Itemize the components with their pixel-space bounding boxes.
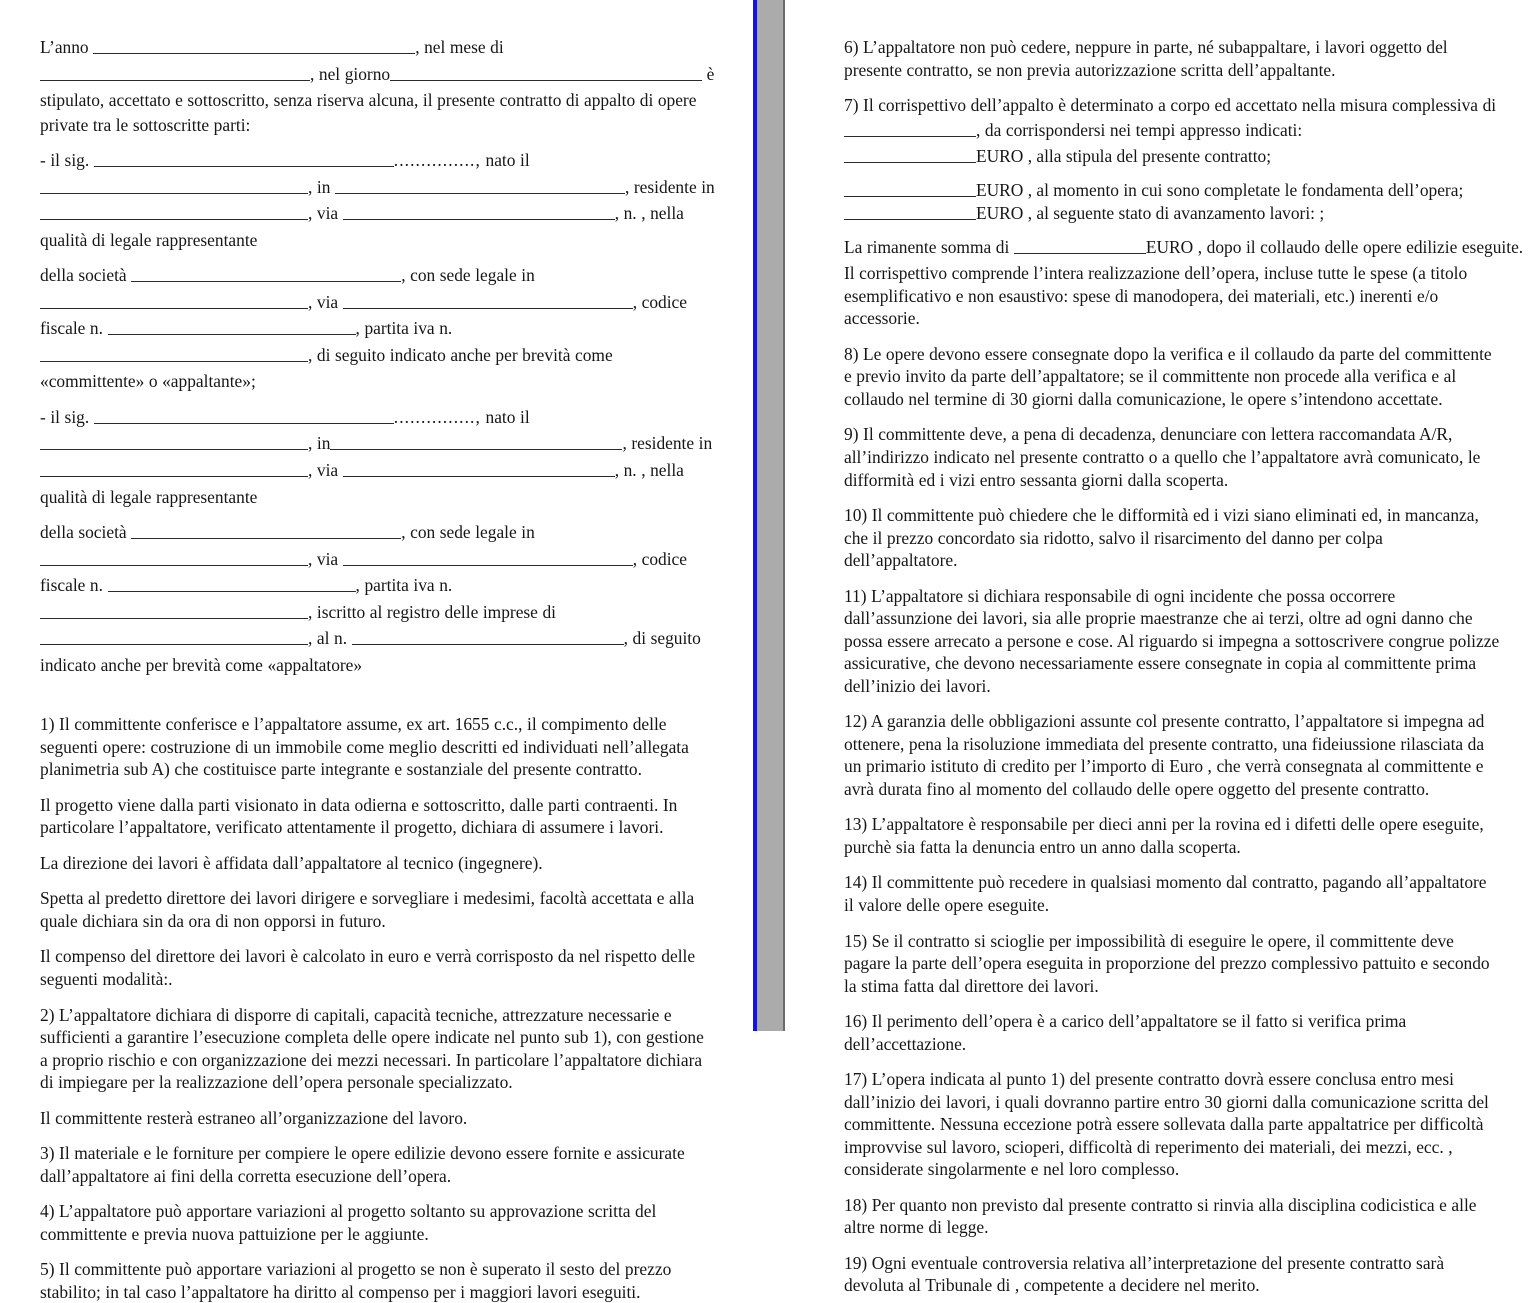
party-one-piva-line <box>40 344 711 367</box>
clause-1: 1) Il committente conferisce e l’appaltatore assume, ex art. 1655 c.c., il compimento delle seguenti opere: costruzione di un immobile come meglio descritti ed individuati nell’allegata planimetria sub A) che costituisce parte integrante e sostanziale del presente contratto. <box>40 714 689 780</box>
party-one-alias-line: «committente» o «appaltante»; <box>40 371 256 392</box>
clause-17: 17) L’opera indicata al punto 1) del presente contratto dovrà essere conclusa entro mesi dall’inizio dei lavori, i quali dovranno partire entro 30 giorni dalla comunicazione scritta del committente. Nessuna eccezione potrà essere sollevata dalla parte appaltatrice per difficoltà improvvise sul lavoro, scioperi, difficoltà di reperimento dei materiali, dei mezzi, ecc. , considerate singolarmente e nel loro complesso. <box>844 1069 1489 1180</box>
clause-4: 4) L’appaltatore può apportare variazioni al progetto soltanto su approvazione scritta del committente e previa nuova pattuizione per le aggiunte. <box>40 1201 657 1244</box>
party-one-role-line: qualità di legale rappresentante <box>40 229 258 250</box>
blank-party-one-company[interactable] <box>131 265 401 282</box>
party-two-dots: ..............., <box>393 406 481 427</box>
remaining-label-prefix: La rimanente somma di <box>844 236 1010 257</box>
blank-party-one-piva[interactable] <box>40 345 308 362</box>
preamble-line-3: stipulato, accettato e sottoscritto, senza riserva alcuna, il presente contratto di appalto di opere <box>40 90 697 111</box>
party-two-label-seguito: , di seguito <box>623 628 701 649</box>
party-one-label-fiscale: fiscale n. <box>40 318 103 339</box>
party-one-label-societa: della società <box>40 265 127 286</box>
party-two-label-sig: - il sig. <box>40 406 90 427</box>
blank-euro-1[interactable] <box>844 146 976 163</box>
clause-19: 19) Ogni eventuale controversia relativa all’interpretazione del presente contratto sarà devoluta al Tribunale di , competente a decidere nel merito. <box>844 1252 1445 1296</box>
party-one-label-sede: , con sede legale in <box>401 265 535 286</box>
blank-party-one-hq-city[interactable] <box>40 292 308 309</box>
blank-party-two-hq-city[interactable] <box>40 549 308 566</box>
blank-party-two-street[interactable] <box>343 460 615 477</box>
party-one-name-line <box>40 149 711 172</box>
page-gutter-blue-rule <box>753 0 757 1031</box>
clause-5: 5) Il committente può apportare variazioni al progetto se non è superato il sesto del prezzo stabilito; in tal caso l’appaltatore ha diritto al compenso per i maggiori lavori eseguiti. <box>40 1259 672 1302</box>
blank-party-two-company[interactable] <box>131 522 401 539</box>
preamble-line-2 <box>40 63 715 86</box>
clause-7-intro: 7) Il corrispettivo dell’appalto è determinato a corpo ed accettato nella misura complessiva di <box>844 95 1497 116</box>
party-one-label-codice: , codice <box>632 291 687 312</box>
party-one-hq-line <box>40 291 711 314</box>
clause-15: 15) Se il contratto si scioglie per impossibilità di eseguire le opere, il committente deve pagare la parte dell’opera eseguita in proporzione del prezzo complessivo pattuito e secondo la stima fatta dal direttore dei lavori. <box>844 930 1490 996</box>
blank-party-two-registry-number[interactable] <box>352 628 624 645</box>
clause-2: 2) L’appaltatore dichiara di disporre di capitali, capacità tecniche, attrezzature necessarie e sufficienti a garantire l’esecuzione completa delle opere indicate nel punto sub 1), con gestione a proprio rischio e con organizzazione dei mezzi necessari. In particolare l’appaltatore dichiara di impiegare per la realizzazione dell’opera personale specializzato. <box>40 1004 704 1093</box>
party-two-label-sede: , con sede legale in <box>401 522 535 543</box>
clause-compenso: Il compenso del direttore dei lavori è calcolato in euro e verrà corrisposto da nel rispetto delle seguenti modalità:. <box>40 946 696 989</box>
blank-party-one-birthdate[interactable] <box>40 177 308 194</box>
party-two-label-registro: , iscritto al registro delle imprese di <box>308 601 556 622</box>
party-two-label-residente: , residente in <box>622 433 713 454</box>
page-left <box>0 0 753 1302</box>
blank-party-two-name[interactable] <box>94 407 394 424</box>
blank-euro-3[interactable] <box>844 203 976 220</box>
page-right <box>786 0 1536 1296</box>
blank-euro-2[interactable] <box>844 180 976 197</box>
euro-installment-3 <box>844 202 1500 225</box>
party-one-label-via2: , via <box>308 291 339 312</box>
blank-anno[interactable] <box>93 37 415 54</box>
euro-installment-2-label: EURO , al momento in cui sono completate le fondamenta dell’opera; <box>976 179 1464 200</box>
preamble-label-anno: L’anno <box>40 37 89 57</box>
clause-spetta: Spetta al predetto direttore dei lavori dirigere e sorvegliare i medesimi, facoltà accettata e alla quale dichiara sin da ora di non opporsi in futuro. <box>40 888 695 931</box>
party-two-label-natoil: nato il <box>485 406 530 427</box>
section-spacer <box>40 689 711 713</box>
party-one-label-n-nella: , n. , nella <box>614 203 684 224</box>
blank-importo-complessivo[interactable] <box>844 120 976 137</box>
party-one-birth-line <box>40 176 715 199</box>
blank-party-one-cf[interactable] <box>108 318 356 335</box>
party-one-dots: ..............., <box>393 150 481 171</box>
remaining-label-suffix: EURO , dopo il collaudo delle opere edilizie eseguite. <box>1145 236 1524 257</box>
party-one-company-line <box>40 264 711 287</box>
blank-party-one-city[interactable] <box>40 203 308 220</box>
euro-installment-3-label: EURO , al seguente stato di avanzamento lavori: ; <box>976 203 1325 224</box>
clause-11: 11) L’appaltatore si dichiara responsabile di ogni incidente che possa occorrere dall’assunzione dei lavori, sia alle proprie maestranze che ai terzi, oltre ad ogni danno che possa essere arrecato a persone e cose. Al riguardo si impegna a sottoscrivere congrue polizze assicurative, che devono necessariamente essere consegnate in copia al committente prima dell’inizio dei lavori. <box>844 585 1500 696</box>
party-two-regnum-line <box>40 627 711 650</box>
clause-estraneo: Il committente resterà estraneo all’organizzazione del lavoro. <box>40 1107 468 1128</box>
clause-13: 13) L’appaltatore è responsabile per dieci anni per la rovina ed i difetti delle opere eseguite, purchè sia fatta la denuncia entro un anno dalla scoperta. <box>844 814 1484 857</box>
clause-9: 9) Il committente deve, a pena di decadenza, denunciare con lettera raccomandata A/R, all’indirizzo indicato nel presente contratto o a quello che l’appaltatore avrà comunicato, le difformità ed i vizi entro sessanta giorni dalla scoperta. <box>844 424 1481 490</box>
blank-party-one-name[interactable] <box>94 150 394 167</box>
blank-party-two-piva[interactable] <box>40 602 308 619</box>
blank-party-one-birthplace[interactable] <box>335 177 625 194</box>
clause-16: 16) Il perimento dell’opera è a carico dell’appaltatore se il fatto si verifica prima dell’accettazione. <box>844 1011 1407 1054</box>
party-one-label-seguito: , di seguito indicato anche per brevità come <box>308 344 613 365</box>
party-two-label-n-nella: , n. , nella <box>614 459 684 480</box>
blank-party-two-city[interactable] <box>40 460 308 477</box>
preamble-label-giorno: , nel giorno <box>310 63 391 84</box>
party-two-label-via2: , via <box>308 548 339 569</box>
party-two-hq-line <box>40 548 711 571</box>
party-one-label-in: , in <box>308 176 331 197</box>
blank-party-one-hq-street[interactable] <box>343 292 633 309</box>
party-two-label-piva: , partita iva n. <box>355 575 453 596</box>
clause-8: 8) Le opere devono essere consegnate dopo la verifica e il collaudo da parte del committente e previo invito da parte dell’appaltatore; se il committente non procede alla verifica e al collaudo nel termine di 30 giorni dalla comunicazione, le opere s’intendono accettate. <box>844 343 1492 409</box>
party-one-fiscal-line <box>40 317 711 340</box>
blank-party-two-birthdate[interactable] <box>40 433 308 450</box>
preamble-label-mese: , nel mese di <box>415 37 504 57</box>
party-two-role-line: qualità di legale rappresentante <box>40 486 258 507</box>
blank-giorno[interactable] <box>390 64 702 81</box>
clause-7-after-label: , da corrispondersi nei tempi appresso indicati: <box>976 119 1303 140</box>
party-two-company-line <box>40 521 711 544</box>
euro-installment-1 <box>844 145 1500 168</box>
party-two-residence-line <box>40 459 711 482</box>
party-one-label-sig: - il sig. <box>40 150 90 171</box>
clause-12: 12) A garanzia delle obbligazioni assunte col presente contratto, l’appaltatore si impegna ad ottenere, pena la risoluzione immediata del presente contratto, una fideiussione rilasciata da un primario istituto di credito per l’importo di Euro , che verrà consegnata al committente e avrà durata fino al momento del collaudo delle opere oggetto del presente contratto. <box>844 711 1485 799</box>
party-one-label-natoil: nato il <box>485 150 530 171</box>
party-two-label-fiscale: fiscale n. <box>40 575 103 596</box>
blank-mese[interactable] <box>40 64 310 81</box>
clause-progetto: Il progetto viene dalla parti visionato in data odierna e sottoscritto, dalle parti contraenti. In particolare l’appaltatore, verificato attentamente il progetto, dichiara di assumere i lavori. <box>40 794 678 838</box>
blank-party-two-hq-street[interactable] <box>343 549 633 566</box>
party-one-label-residente: , residente in <box>625 176 715 197</box>
party-two-registry-line <box>40 601 711 624</box>
clause-6: 6) L’appaltatore non può cedere, neppure in parte, né subappaltare, i lavori oggetto del presente contratto, se non previa autorizzazione scritta dell’appaltante. <box>844 37 1448 80</box>
party-one-label-via: , via <box>308 203 339 224</box>
blank-party-one-street[interactable] <box>343 203 615 220</box>
party-two-label-codice: , codice <box>632 548 687 569</box>
clause-18: 18) Per quanto non previsto dal presente contratto si rinvia alla disciplina codicistica e alle altre norme di legge. <box>844 1194 1477 1238</box>
clause-7-amount-line <box>844 119 1500 142</box>
blank-party-two-cf[interactable] <box>108 575 356 592</box>
party-two-name-line <box>40 406 711 429</box>
remaining-amount-line <box>844 236 1524 259</box>
party-two-alias-line: indicato anche per brevità come «appaltatore» <box>40 654 363 675</box>
party-two-label-societa: della società <box>40 522 127 543</box>
blank-party-two-birthplace[interactable] <box>330 433 622 450</box>
party-one-residence-line <box>40 202 711 225</box>
blank-party-two-registry-city[interactable] <box>40 628 308 645</box>
preamble-line-4: private tra le sottoscritte parti: <box>40 114 251 135</box>
clause-3: 3) Il materiale e le forniture per compiere le opere edilizie devono essere fornite e assicurate dall’appaltatore ai fini della corretta esecuzione dell’opera. <box>40 1143 685 1186</box>
party-two-label-in: , in <box>308 433 331 454</box>
party-two-fiscal-line <box>40 574 711 597</box>
party-two-label-aln: , al n. <box>308 628 348 649</box>
clause-14: 14) Il committente può recedere in qualsiasi momento dal contratto, pagando all’appaltatore il valore delle opere eseguite. <box>844 872 1487 915</box>
preamble-e: è <box>706 63 715 84</box>
party-two-label-via: , via <box>308 459 339 480</box>
clause-corrispettivo-comprende: Il corrispettivo comprende l’intera realizzazione dell’opera, incluse tutte le spese (a titolo esemplificativo e non esaustivo: spese di manodopera, dei materiali, etc.) inerenti e/o accessorie. <box>844 263 1468 329</box>
clause-direzione: La direzione dei lavori è affidata dall’appaltatore al tecnico (ingegnere). <box>40 852 543 873</box>
party-one-label-piva: , partita iva n. <box>355 318 453 339</box>
page-gutter-band <box>753 0 785 1031</box>
party-two-birth-line <box>40 432 711 455</box>
clause-10: 10) Il committente può chiedere che le difformità ed i vizi siano eliminati ed, in mancanza, che il prezzo concordato sia ridotto, salvo il risarcimento del danno per colpa dell’appaltatore. <box>844 505 1479 571</box>
euro-installment-1-label: EURO , alla stipula del presente contratto; <box>976 146 1272 167</box>
preamble-line-1 <box>40 36 711 59</box>
euro-installment-2 <box>844 179 1500 202</box>
blank-euro-remaining[interactable] <box>1014 237 1146 254</box>
